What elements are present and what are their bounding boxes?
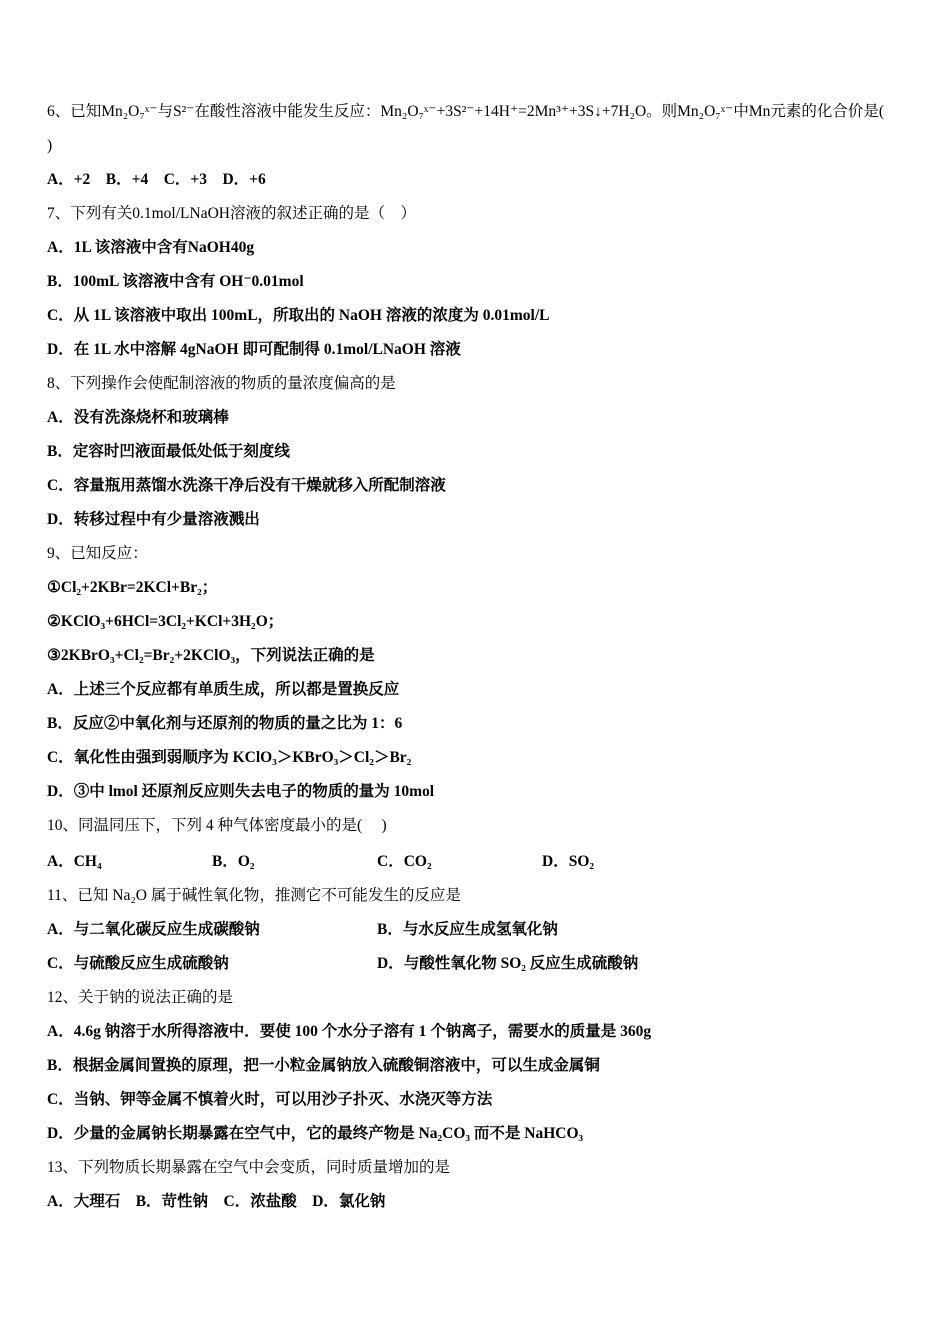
text-line: 13、下列物质长期暴露在空气中会变质，同时质量增加的是	[47, 1159, 451, 1176]
answer-option: B．与水反应生成氢氧化钠	[377, 921, 558, 938]
text-line: A．1L 该溶液中含有NaOH40g	[47, 239, 255, 256]
text-line: C．从 1L 该溶液中取出 100mL，所取出的 NaOH 溶液的浓度为 0.01mol/L	[47, 307, 550, 324]
text-line: B．100mL 该溶液中含有 OH⁻0.01mol	[47, 273, 304, 290]
text-line: 6、已知Mn₂O₇ˣ⁻与S²⁻在酸性溶液中能发生反应：Mn₂O₇ˣ⁻+3S²⁻+14H⁺=2Mn³⁺+3S↓+7H₂O。则Mn₂O₇ˣ⁻中Mn元素的化合价是(	[47, 103, 885, 120]
answer-option: A．CH₄	[47, 853, 102, 870]
text-line: )	[47, 137, 53, 154]
answer-option: D．SO₂	[542, 853, 595, 870]
text-line: ①Cl₂+2KBr=2KCl+Br₂；	[47, 579, 218, 596]
text-line: B．定容时凹液面最低处低于刻度线	[47, 443, 290, 460]
text-line: ②KClO₃+6HCl=3Cl₂+KCl+3H₂O；	[47, 613, 284, 630]
answer-option: C．CO₂	[377, 853, 432, 870]
text-line: A．4.6g 钠溶于水所得溶液中．要使 100 个水分子溶有 1 个钠离子，需要水的质量是 360g	[47, 1023, 652, 1040]
text-line: D．在 1L 水中溶解 4gNaOH 即可配制得 0.1mol/LNaOH 溶液	[47, 341, 461, 358]
answer-option: B．O₂	[212, 853, 255, 870]
text-line: 8、下列操作会使配制溶液的物质的量浓度偏高的是	[47, 375, 396, 392]
text-line: A．没有洗涤烧杯和玻璃棒	[47, 409, 229, 426]
text-line: 7、下列有关0.1mol/LNaOH溶液的叙述正确的是（ ）	[47, 205, 416, 222]
text-line: 10、同温同压下，下列 4 种气体密度最小的是( )	[47, 817, 387, 834]
answer-option: C．与硫酸反应生成硫酸钠	[47, 955, 229, 972]
answer-option: A．与二氧化碳反应生成碳酸钠	[47, 921, 260, 938]
text-line: C．容量瓶用蒸馏水洗涤干净后没有干燥就移入所配制溶液	[47, 477, 446, 494]
text-line: 9、已知反应：	[47, 545, 148, 562]
question-stem: 11、已知 Na₂O 属于碱性氧化物，推测它不可能发生的反应是	[47, 887, 461, 904]
text-line: D．③中 lmol 还原剂反应则失去电子的物质的量为 10mol	[47, 783, 435, 800]
text-line: B．反应②中氧化剂与还原剂的物质的量之比为 1：6	[47, 715, 403, 732]
text-line: A．大理石 B．苛性钠 C．浓盐酸 D．氯化钠	[47, 1193, 386, 1210]
text-line: ③2KBrO₃+Cl₂=Br₂+2KClO₃，下列说法正确的是	[47, 647, 375, 664]
answer-option: D．与酸性氧化物 SO₂ 反应生成硫酸钠	[377, 955, 639, 972]
text-line: C．氧化性由强到弱顺序为 KClO₃＞KBrO₃＞Cl₂＞Br₂	[47, 749, 412, 766]
text-line: A．上述三个反应都有单质生成，所以都是置换反应	[47, 681, 400, 698]
text-line: 12、关于钠的说法正确的是	[47, 989, 234, 1006]
text-line: B．根据金属间置换的原理，把一小粒金属钠放入硫酸铜溶液中，可以生成金属铜	[47, 1057, 600, 1074]
text-line: C．当钠、钾等金属不慎着火时，可以用沙子扑灭、水浇灭等方法	[47, 1091, 493, 1108]
text-line: D．少量的金属钠长期暴露在空气中，它的最终产物是 Na₂CO₃ 而不是 NaHCO₃	[47, 1125, 584, 1142]
text-line: D．转移过程中有少量溶液溅出	[47, 511, 260, 528]
text-line: A．+2 B．+4 C．+3 D．+6	[47, 171, 266, 188]
